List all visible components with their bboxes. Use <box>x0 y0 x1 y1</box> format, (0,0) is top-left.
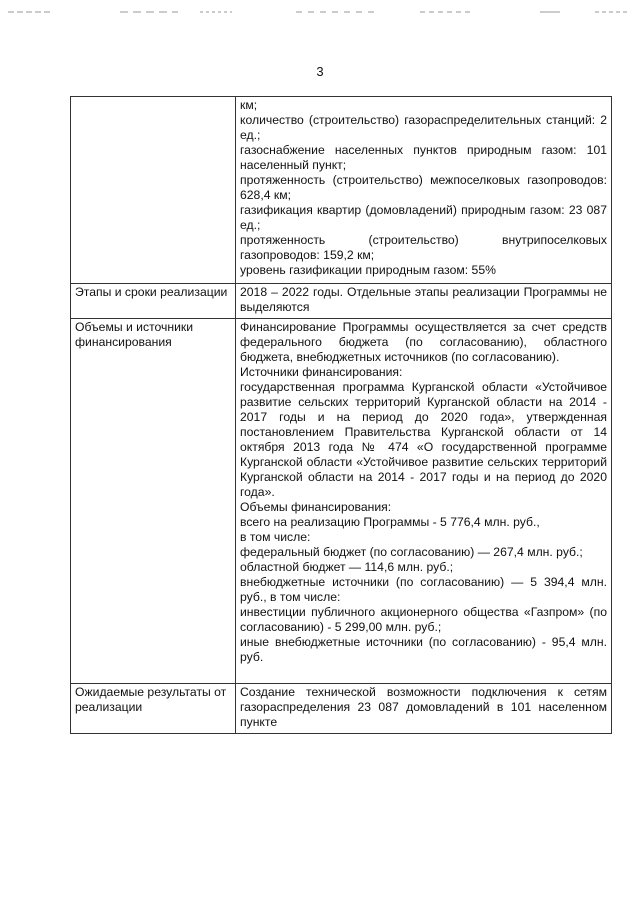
scan-artifacts <box>0 0 640 20</box>
passport-table <box>70 96 612 734</box>
value-line: федеральный бюджет (по согласованию) — 267,4 млн. руб.; <box>240 545 583 559</box>
row-value <box>236 319 612 684</box>
table-row <box>71 284 612 319</box>
value-line: км; <box>240 98 258 112</box>
value-line: государственная программа Курганской области «Устойчивое развитие сельских территорий Курганской области на 2014 - 2017 годы и на период до 2020 года», утвержденная постановлением Правительства Курганской области от 14 октября 2013 года № 474 «О государственной программе Курганской области «Устойчивое развитие сельских территорий Курганской области на 2014 - 2017 годы и на период до 2020 года». <box>240 380 607 499</box>
value-line: газификация квартир (домовладений) природным газом: 23 087 ед.; <box>240 203 607 232</box>
value-line: 2018 – 2022 годы. Отдельные этапы реализации Программы не выделяются <box>240 285 607 314</box>
value-line: в том числе: <box>240 530 311 544</box>
value-line: областной бюджет — 114,6 млн. руб.; <box>240 560 454 574</box>
value-line: Источники финансирования: <box>240 365 403 379</box>
value-line: инвестиции публичного акционерного общества «Газпром» (по согласованию) - 5 299,00 млн. руб.; <box>240 605 607 634</box>
value-line: внебюджетные источники (по согласованию) — 5 394,4 млн. руб., в том числе: <box>240 575 607 604</box>
value-line: иные внебюджетные источники (по согласованию) - 95,4 млн. руб. <box>240 635 607 664</box>
value-line: уровень газификации природным газом: 55% <box>240 263 496 277</box>
value-line: протяженность (строительство) внутрипоселковых газопроводов: 159,2 км; <box>240 233 607 262</box>
value-line: газоснабжение населенных пунктов природным газом: 101 населенный пункт; <box>240 143 607 172</box>
value-line: всего на реализацию Программы - 5 776,4 млн. руб., <box>240 515 540 529</box>
row-label: Этапы и сроки реализации <box>71 284 236 319</box>
row-value <box>236 284 612 319</box>
value-line: количество (строительство) газораспределительных станций: 2 ед.; <box>240 113 607 142</box>
row-label: Объемы и источники финансирования <box>71 319 236 684</box>
row-value <box>236 97 612 284</box>
table-row <box>71 97 612 284</box>
row-value <box>236 684 612 734</box>
value-line: протяженность (строительство) межпоселковых газопроводов: 628,4 км; <box>240 173 607 202</box>
table-row <box>71 684 612 734</box>
value-line: Объемы финансирования: <box>240 500 392 514</box>
row-label: Ожидаемые результаты от реализации <box>71 684 236 734</box>
value-line: Финансирование Программы осуществляется за счет средств федерального бюджета (по согласованию), областного бюджета, внебюджетных источников (по согласованию). <box>240 320 607 364</box>
value-line: Создание технической возможности подключения к сетям газораспределения 23 087 домовладений в 101 населенном пункте <box>240 685 607 729</box>
table-row <box>71 319 612 684</box>
row-label <box>71 97 236 284</box>
page-number: 3 <box>316 64 324 79</box>
